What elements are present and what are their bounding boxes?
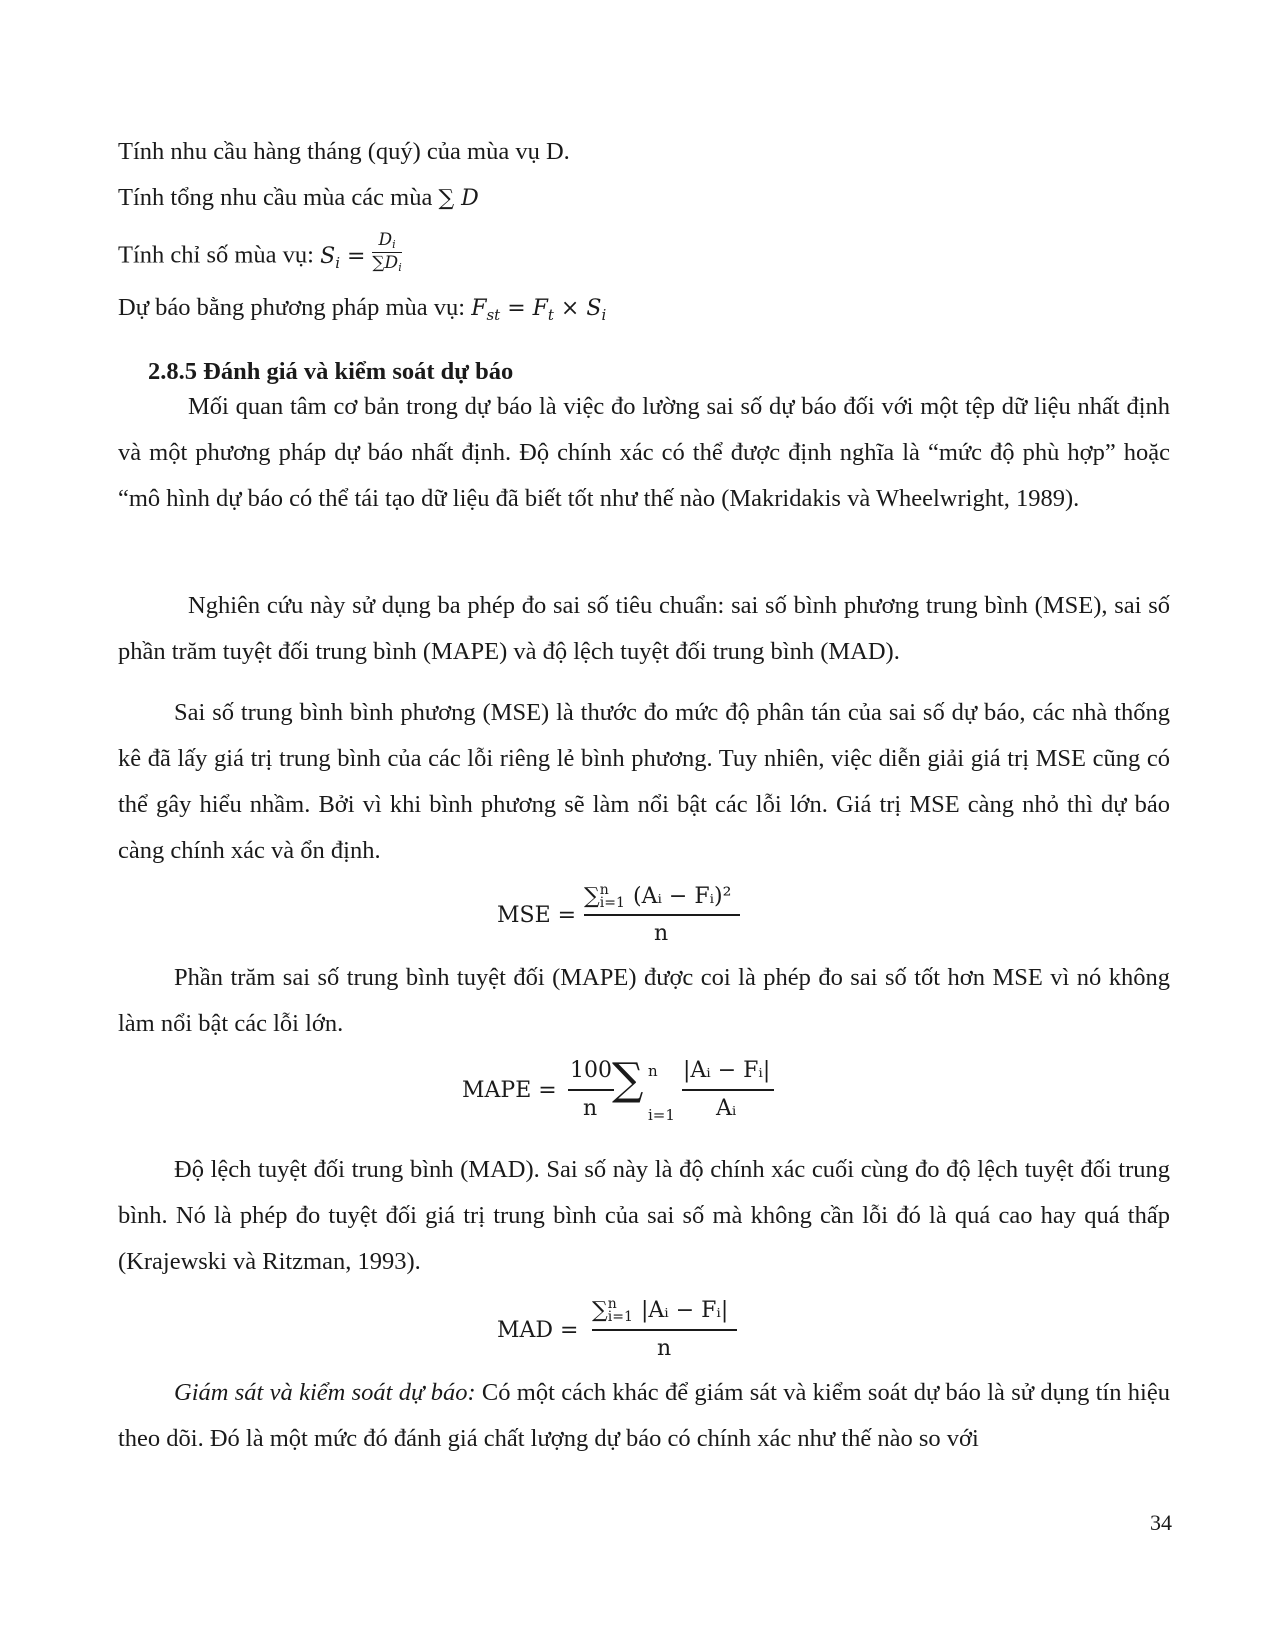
paragraph-measures: Nghiên cứu này sử dụng ba phép đo sai số tiêu chuẩn: sai số bình phương trung bình (MSE), sai số phần trăm tuyệt đối trung bình (MAPE) và độ lệch tuyệt đối trung bình (MAD).: [118, 592, 1170, 665]
paragraph-mse: Sai số trung bình bình phương (MSE) là thước đo mức độ phân tán của sai số dự báo, các nhà thống kê đã lấy giá trị trung bình của các lỗi riêng lẻ bình phương. Tuy nhiên, việc diễn giải giá trị MSE cũng có thể gây hiểu nhầm. Bởi vì khi bình phương sẽ làm nổi bật các lỗi lớn. Giá trị MSE càng nhỏ thì dự báo càng chính xác và ổn định.: [118, 699, 1170, 864]
paragraph-mape: Phần trăm sai số trung bình tuyệt đối (MAPE) được coi là phép đo sai số tốt hơn MSE vì nó không làm nổi bật các lỗi lớn.: [118, 964, 1170, 1037]
monitoring-label: Giám sát và kiểm soát dự báo:: [174, 1379, 476, 1406]
line-seasonal-forecast: Dự báo bằng phương pháp mùa vụ: $F_{st} = F_t \times S_i$: [118, 294, 607, 324]
line-seasonal-index: Tính chỉ số mùa vụ: $S_i$ = $\frac{D_i}{\sum D_i}$: [118, 230, 402, 274]
page-number: 34: [1150, 1510, 1172, 1535]
line-monthly-demand: Tính nhu cầu hàng tháng (quý) của mùa vụ D.: [118, 138, 570, 165]
line-total-demand: Tính tổng nhu cầu mùa các mùa ∑ D: [118, 184, 479, 211]
seasonal-index-formula: $S_i$ = $\frac{D_i}{\sum D_i}$: [320, 230, 402, 274]
seasonal-forecast-formula: $F_{st} = F_t \times S_i$: [471, 296, 607, 324]
section-heading: 2.8.5 Đánh giá và kiểm soát dự báo: [148, 358, 514, 385]
paragraph-mad: Độ lệch tuyệt đối trung bình (MAD). Sai số này là độ chính xác cuối cùng đo độ lệch tuyệt đối trung bình. Nó là phép đo tuyệt đối giá trị trung bình của sai số mà không cần lỗi đó là quá cao hay quá thấp (Krajewski và Ritzman, 1993).: [118, 1156, 1170, 1275]
paragraph-monitoring: Giám sát và kiểm soát dự báo: Có một cách khác để giám sát và kiểm soát dự báo là sử dụng tín hiệu theo dõi. Đó là một mức đó đánh giá chất lượng dự báo có chính xác như thế nào so với: [118, 1379, 1170, 1452]
paragraph-accuracy: Mối quan tâm cơ bản trong dự báo là việc đo lường sai số dự báo đối với một tệp dữ liệu nhất định và một phương pháp dự báo nhất định. Độ chính xác có thể được định nghĩa là “mức độ phù hợp” hoặc “mô hình dự báo có thể tái tạo dữ liệu đã biết tốt như thế nào (Makridakis và Wheelwright, 1989).: [118, 393, 1170, 512]
document-page: Tính nhu cầu hàng tháng (quý) của mùa vụ D. Tính tổng nhu cầu mùa các mùa ∑ D Tính chỉ số mùa vụ: $S_i$ = $\frac{D_i}{\sum D_i}$ Dự báo bằng phương pháp mùa vụ: $F_{st} = F_t \times S_i$ 2.8.5 Đánh giá và kiểm soát dự báo Mối quan tâm cơ bản trong dự báo là việc đo lường sai số dự báo đối với một tệp dữ liệu nhất định và một phương pháp dự báo nhất định. Độ chính xác có thể được định nghĩa là “mức độ phù hợp” hoặc “mô hình dự báo có thể tái tạo dữ liệu đã biết tốt như thế nào (Makridakis và Wheelwright, 1989). Nghiên cứu này sử dụng ba phép đo sai số tiêu chuẩn: sai số bình phương trung bình (MSE), sai số phần trăm tuyệt đối trung bình (MAPE) và độ lệch tuyệt đối trung bình (MAD). Sai số trung bình bình phương (MSE) là thước đo mức độ phân tán của sai số dự báo, các nhà thống kê đã lấy giá trị trung bình của các lỗi riêng lẻ bình phương. Tuy nhiên, việc diễn giải giá trị MSE cũng có thể gây hiểu nhầm. Bởi vì khi bình phương sẽ làm nổi bật các lỗi lớn. Giá trị MSE càng nhỏ thì dự báo càng chính xác và ổn định. MSE = ∑$^n$i=1 (Aᵢ − Fᵢ)² n Phần trăm sai số trung bình tuyệt đối (MAPE) được coi là phép đo sai số tốt hơn MSE vì nó không làm nổi bật các lỗi lớn. MAPE = 100 n ∑ n i=1 |Aᵢ − Fᵢ| Aᵢ Độ lệch tuyệt đối trung bình (MAD). Sai số này là độ chính xác cuối cùng đo độ lệch tuyệt đối trung bình. Nó là phép đo tuyệt đối giá trị trung bình của sai số mà không cần lỗi đó là quá cao hay quá thấp (Krajewski và Ritzman, 1993). MAD = ∑$^n$i=1 |Aᵢ − Fᵢ| n Giám sát và kiểm soát dự báo: Có một cách khác để giám sát và kiểm soát dự báo là sử dụng tín hiệu theo dõi. Đó là một mức đó đánh giá chất lượng dự báo có chính xác như thế nào so với 34: [118, 138, 1172, 1535]
